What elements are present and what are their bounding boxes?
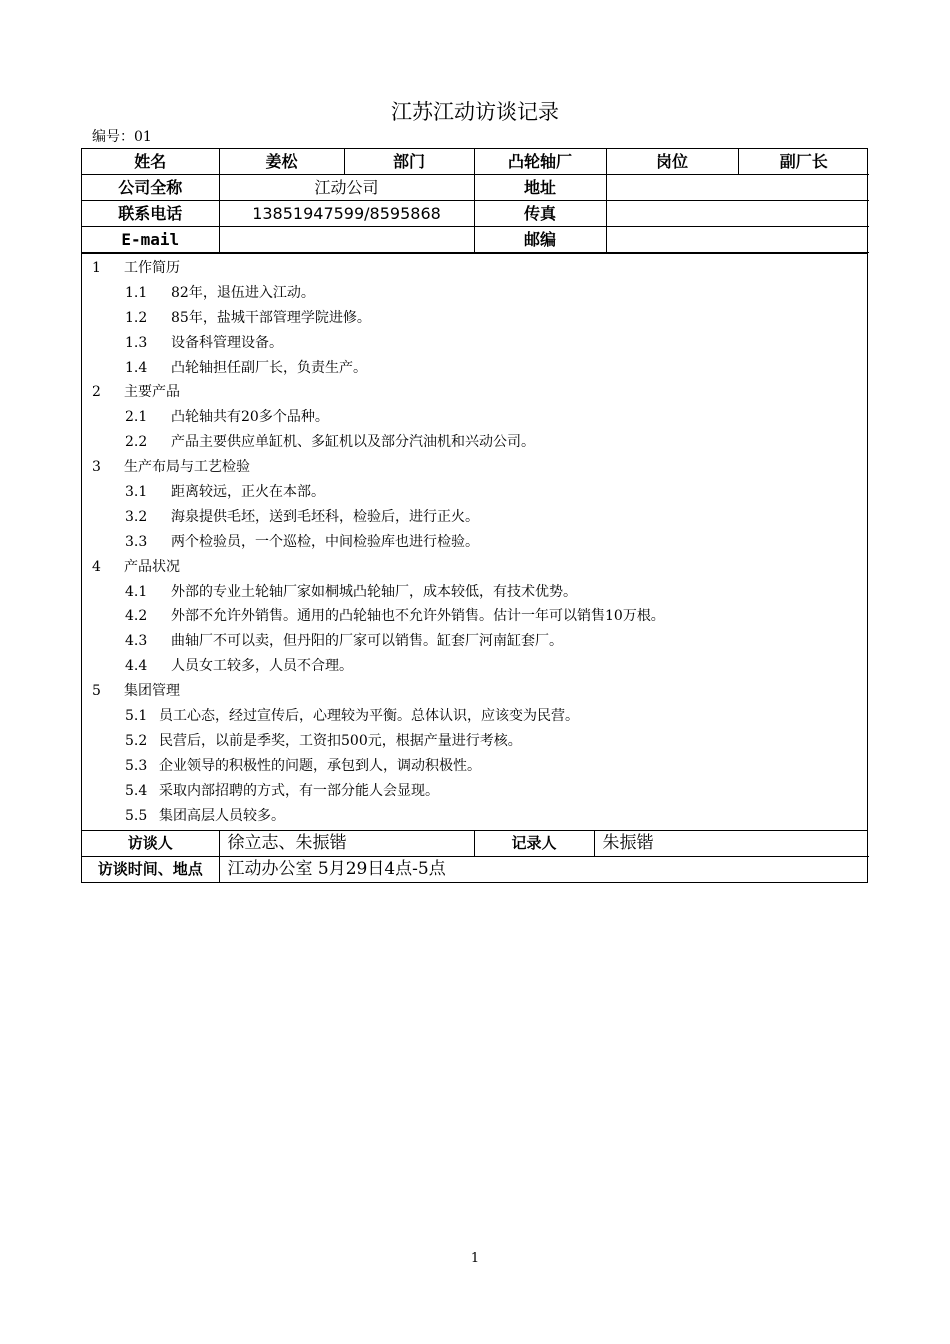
item-text: 人员女工较多，人员不合理。 xyxy=(171,658,353,675)
serial-number: 编号：01 xyxy=(92,129,152,145)
item-number: 2.1 xyxy=(125,409,148,426)
item-number: 4.1 xyxy=(125,583,148,600)
section-item xyxy=(82,604,867,629)
section-heading xyxy=(82,380,867,405)
item-number: 5.1 xyxy=(125,708,148,725)
item-text: 外部的专业土轮轴厂家如桐城凸轮轴厂，成本较低，有技术优势。 xyxy=(171,583,577,600)
section-title: 集团管理 xyxy=(124,683,180,700)
info-row-3 xyxy=(82,201,869,227)
company-value: 江动公司 xyxy=(219,175,474,201)
item-text: 82年，退伍进入江动。 xyxy=(171,284,315,301)
section-number: 2 xyxy=(92,384,101,401)
footer-row-1 xyxy=(82,831,869,857)
zip-value xyxy=(606,227,869,253)
item-number: 1.3 xyxy=(125,334,148,351)
recorder-value: 朱振锴 xyxy=(594,831,869,857)
section-heading xyxy=(82,679,867,704)
section-item xyxy=(82,281,867,306)
info-table xyxy=(82,149,869,253)
section-number: 5 xyxy=(92,683,101,700)
time-place-label: 访谈时间、地点 xyxy=(82,857,219,883)
section-item xyxy=(82,729,867,754)
company-label: 公司全称 xyxy=(82,175,219,201)
item-text: 距离较远，正火在本部。 xyxy=(171,484,325,501)
item-text: 员工心态，经过宣传后，心理较为平衡。总体认识，应该变为民营。 xyxy=(159,708,579,725)
info-row-1 xyxy=(82,149,869,175)
section-item xyxy=(82,654,867,679)
email-label: E-mail xyxy=(82,227,219,253)
section-item xyxy=(82,580,867,605)
fax-value xyxy=(606,201,869,227)
item-number: 2.2 xyxy=(125,434,148,451)
item-number: 1.2 xyxy=(125,309,148,326)
item-number: 5.2 xyxy=(125,732,148,749)
section-heading xyxy=(82,256,867,281)
interviewer-label: 访谈人 xyxy=(82,831,219,857)
section-item xyxy=(82,754,867,779)
item-number: 3.2 xyxy=(125,508,148,525)
item-text: 凸轮轴担任副厂长，负责生产。 xyxy=(171,359,367,376)
post-value: 副厂长 xyxy=(738,149,869,175)
item-text: 两个检验员，一个巡检，中间检验库也进行检验。 xyxy=(171,533,479,550)
section-heading xyxy=(82,555,867,580)
section-item xyxy=(82,629,867,654)
section-number: 1 xyxy=(92,260,101,276)
interviewer-value: 徐立志、朱振锴 xyxy=(219,831,474,857)
item-number: 4.4 xyxy=(125,658,148,675)
fax-label: 传真 xyxy=(474,201,606,227)
item-number: 1.4 xyxy=(125,359,148,376)
item-text: 曲轴厂不可以卖，但丹阳的厂家可以销售。缸套厂河南缸套厂。 xyxy=(171,633,563,650)
interview-content xyxy=(82,253,867,831)
address-label: 地址 xyxy=(474,175,606,201)
item-text: 凸轮轴共有20多个品种。 xyxy=(171,409,329,426)
section-item xyxy=(82,779,867,804)
item-text: 采取内部招聘的方式，有一部分能人会显现。 xyxy=(159,782,439,799)
section-item xyxy=(82,505,867,530)
section-item xyxy=(82,356,867,381)
item-number: 5.3 xyxy=(125,757,148,774)
item-number: 5.5 xyxy=(125,807,148,824)
footer-table xyxy=(82,831,869,882)
dept-value: 凸轮轴厂 xyxy=(474,149,606,175)
recorder-label: 记录人 xyxy=(474,831,594,857)
name-value: 姜松 xyxy=(219,149,344,175)
section-title: 产品状况 xyxy=(124,558,180,575)
item-number: 1.1 xyxy=(125,284,148,301)
section-item xyxy=(82,530,867,555)
item-text: 外部不允许外销售。通用的凸轮轴也不允许外销售。估计一年可以销售10万根。 xyxy=(171,608,665,625)
address-value xyxy=(606,175,869,201)
dept-label: 部门 xyxy=(344,149,474,175)
section-item xyxy=(82,430,867,455)
section-item xyxy=(82,331,867,356)
section-item xyxy=(82,804,867,829)
item-text: 企业领导的积极性的问题，承包到人，调动积极性。 xyxy=(159,757,481,774)
section-item xyxy=(82,480,867,505)
name-label: 姓名 xyxy=(82,149,219,175)
zip-label: 邮编 xyxy=(474,227,606,253)
item-text: 产品主要供应单缸机、多缸机以及部分汽油机和兴动公司。 xyxy=(171,434,535,451)
item-number: 3.1 xyxy=(125,484,148,501)
section-title: 生产布局与工艺检验 xyxy=(124,459,250,476)
section-number: 3 xyxy=(92,459,101,476)
section-item xyxy=(82,306,867,331)
info-row-4 xyxy=(82,227,869,253)
item-number: 4.2 xyxy=(125,608,148,625)
interview-record-form xyxy=(81,148,868,883)
section-number: 4 xyxy=(92,558,101,575)
time-place-value: 江动办公室 5月29日4点-5点 xyxy=(219,857,869,883)
section-title: 主要产品 xyxy=(124,384,180,401)
email-value xyxy=(219,227,474,253)
item-text: 集团高层人员较多。 xyxy=(159,807,285,824)
post-label: 岗位 xyxy=(606,149,738,175)
phone-value: 13851947599/8595868 xyxy=(219,201,474,227)
item-number: 3.3 xyxy=(125,533,148,550)
section-title: 工作简历 xyxy=(124,260,180,276)
footer-row-2 xyxy=(82,857,869,883)
item-number: 4.3 xyxy=(125,633,148,650)
page-title: 江苏江动访谈记录 xyxy=(391,100,559,124)
item-text: 民营后，以前是季奖，工资扣500元，根据产量进行考核。 xyxy=(159,732,522,749)
item-number: 5.4 xyxy=(125,782,148,799)
item-text: 设备科管理设备。 xyxy=(171,334,283,351)
item-text: 海泉提供毛坯，送到毛坯科，检验后，进行正火。 xyxy=(171,508,479,525)
section-item xyxy=(82,405,867,430)
section-heading xyxy=(82,455,867,480)
section-item xyxy=(82,704,867,729)
phone-label: 联系电话 xyxy=(82,201,219,227)
info-row-2 xyxy=(82,175,869,201)
page-number: 1 xyxy=(470,1251,480,1266)
item-text: 85年，盐城干部管理学院进修。 xyxy=(171,309,371,326)
